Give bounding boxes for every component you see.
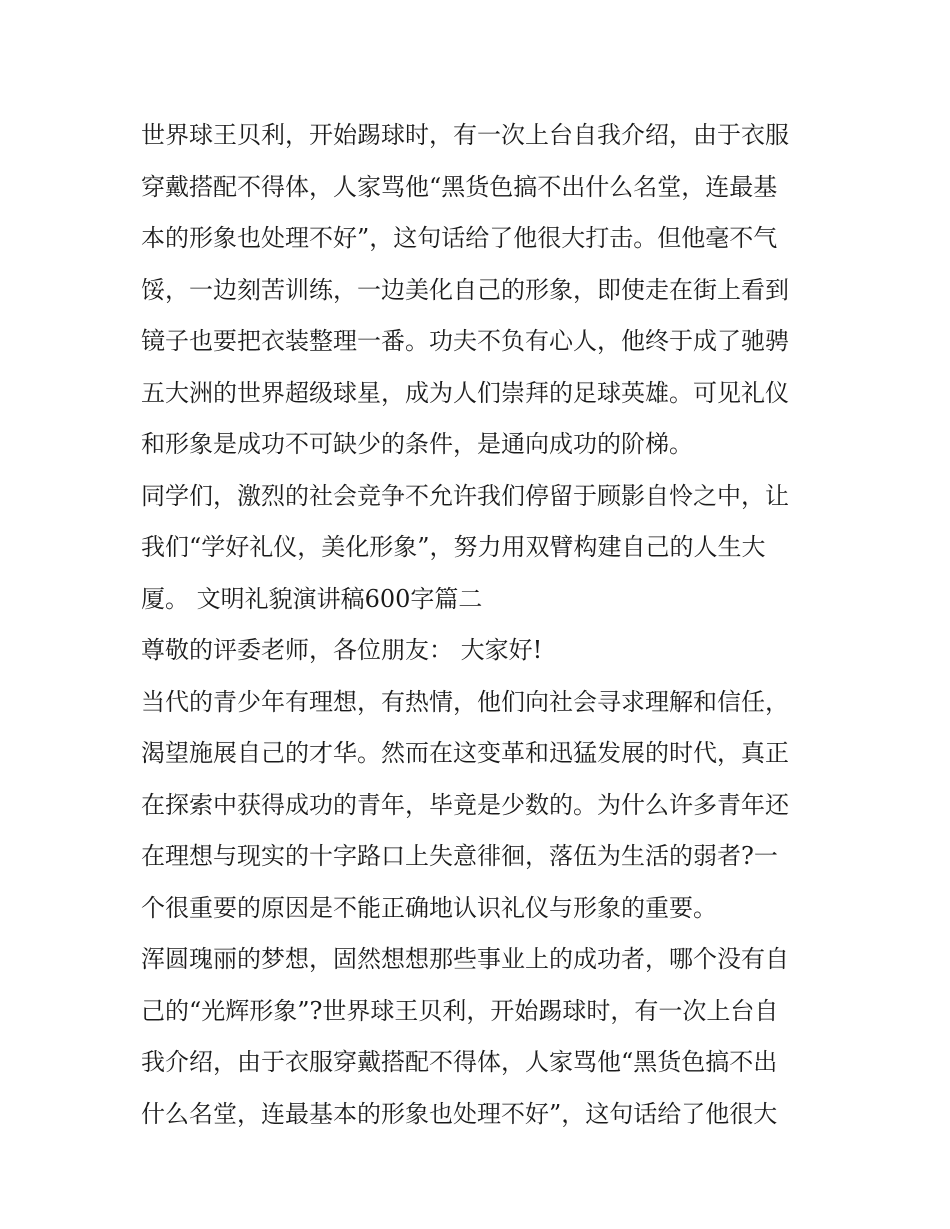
text-line: 和形象是成功不可缺少的条件，是通向成功的阶梯。 [141,430,693,458]
text-line: 我介绍，由于衣服穿戴搭配不得体，人家骂他“黑货色搞不出 [141,1048,778,1076]
text-line: 我们“学好礼仪，美化形象”，努力用双臂构建自己的人生大 [141,533,766,561]
text-line: 浑圆瑰丽的梦想，固然想想那些事业上的成功者，哪个没有自 [141,945,789,973]
text-line: 当代的青少年有理想，有热情，他们向社会寻求理解和信任， [141,687,789,716]
text-line: 五大洲的世界超级球星，成为人们崇拜的足球英雄。可见礼仪 [141,378,789,407]
text-line: 个很重要的原因是不能正确地认识礼仪与形象的重要。 [141,893,717,922]
document-body [141,110,821,1140]
text-line: 镜子也要把衣装整理一番。功夫不负有心人，他终于成了驰骋 [141,327,789,355]
text-line: 厦。 文明礼貌演讲稿600字篇二 [141,584,483,613]
text-line: 馁，一边刻苦训练，一边美化自己的形象，即使走在街上看到 [141,275,789,304]
text-line: 世界球王贝利，开始踢球时，有一次上台自我介绍，由于衣服 [141,121,789,149]
text-line: 穿戴搭配不得体，人家骂他“黑货色搞不出什么名堂，连最基 [141,172,778,201]
text-line: 渴望施展自己的才华。然而在这变革和迅猛发展的时代，真正 [141,739,789,767]
text-line: 同学们，激烈的社会竞争不允许我们停留于顾影自怜之中，让 [141,481,789,510]
text-line: 在理想与现实的十字路口上失意徘徊，落伍为生活的弱者?一 [141,842,778,870]
text-line: 什么名堂，连最基本的形象也处理不好”，这句话给了他很大 [141,1099,778,1128]
text-line: 在探索中获得成功的青年，毕竟是少数的。为什么许多青年还 [141,790,789,819]
text-line: 本的形象也处理不好”，这句话给了他很大打击。但他毫不气 [141,224,778,252]
text-line: 尊敬的评委老师，各位朋友： 大家好! [141,636,543,664]
text-line: 己的“光辉形象”?世界球王贝利，开始踢球时，有一次上台自 [141,996,779,1025]
